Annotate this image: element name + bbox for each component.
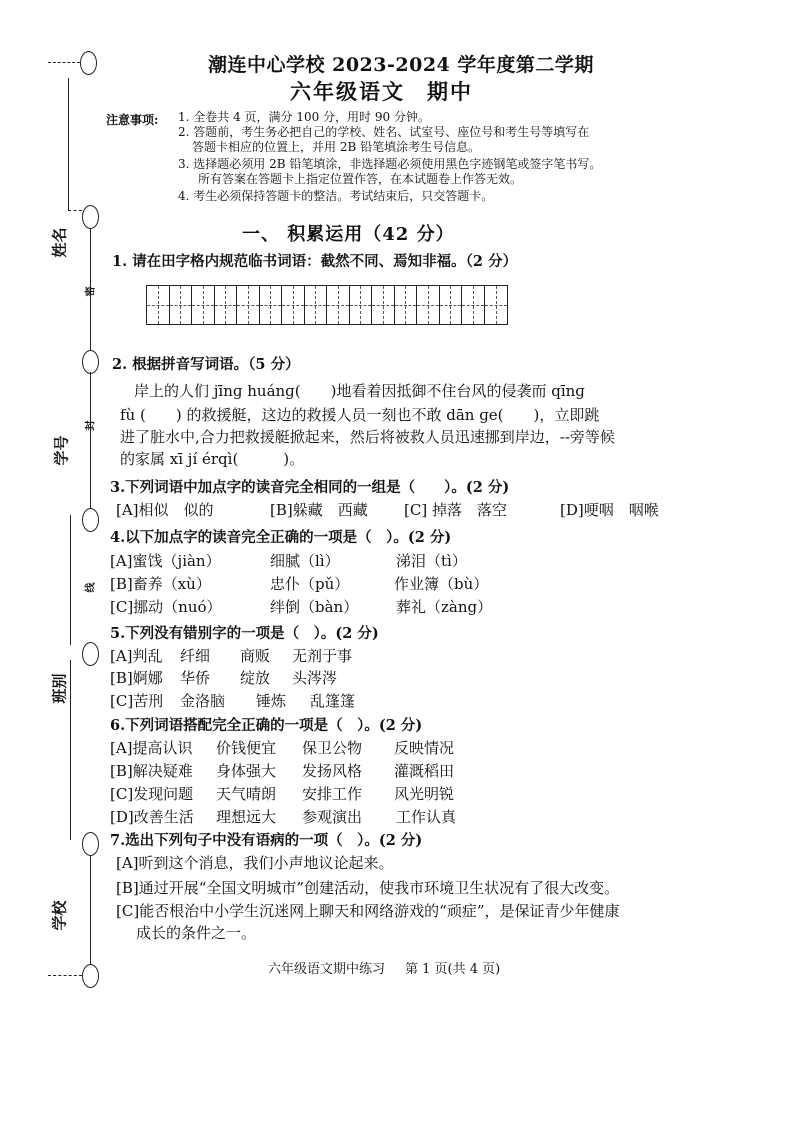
question-5-option: 乱篷篷 xyxy=(310,692,356,710)
notice-line: 1. 全卷共 4 页，满分 100 分，用时 90 分钟。 xyxy=(178,110,430,124)
binding-line xyxy=(90,855,91,965)
question-5-option: 绽放 xyxy=(240,669,271,687)
notice-line: 4. 考生必须保持答题卡的整洁。考试结束后，只交答题卡。 xyxy=(178,189,494,203)
question-4-prompt: 4.以下加点字的读音完全正确的一项是（ ）。(2 分) xyxy=(110,529,452,546)
grid-cell[interactable] xyxy=(327,286,350,324)
exam-title: 潮连中心学校 2023-2024 学年度第二学期 xyxy=(208,54,594,76)
binding-ring xyxy=(82,642,99,666)
binding-ring xyxy=(82,350,99,374)
question-6-option: [A]提高认识 xyxy=(110,739,193,757)
question-4-option: 作业簿（bù） xyxy=(394,575,489,593)
exam-type: 期中 xyxy=(427,79,473,104)
question-2-line: fù ( ) 的救援艇，这边的救援人员一刻也不敢 dān ɡe( )，立即跳 xyxy=(120,406,600,424)
question-4-option: [A]蜜饯（jiàn） xyxy=(110,552,221,570)
question-7-option-b: [B]通过开展“全国文明城市”创建活动，使我市环境卫生状况有了很大改变。 xyxy=(116,879,620,897)
question-6-option: 理想远大 xyxy=(216,808,277,826)
binding-ring xyxy=(80,51,97,75)
question-2-line: 岸上的人们 jīnɡ huánɡ( )地看着因抵御不住台风的侵袭而 qīnɡ xyxy=(134,382,585,400)
binding-dash-bottom xyxy=(48,975,82,976)
writing-grid[interactable] xyxy=(146,285,508,325)
grid-cell[interactable] xyxy=(417,286,440,324)
question-5-prompt: 5.下列没有错别字的一项是（ ）。(2 分) xyxy=(110,625,379,642)
exam-subtitle xyxy=(290,76,473,106)
question-2-prompt: 2. 根据拼音写词语。（5 分） xyxy=(112,356,300,373)
question-5-option: 头涔涔 xyxy=(292,669,338,687)
question-2-line: 进了脏水中,合力把救援艇掀起来，然后将被救人员迅速挪到岸边，--旁等候 xyxy=(120,428,615,446)
question-3-option-d: [D]哽咽 咽喉 xyxy=(560,501,659,519)
question-6-option: 发扬风格 xyxy=(302,762,363,780)
question-5-option: 商贩 xyxy=(240,647,271,665)
question-6-option: 价钱便宜 xyxy=(216,739,277,757)
notice-line: 答题卡相应的位置上，并用 2B 铅笔填涂考生号信息。 xyxy=(192,140,481,154)
question-7-option-a: [A]听到这个消息，我们小声地议论起来。 xyxy=(116,854,394,872)
notice-line: 2. 答题前，考生务必把自己的学校、姓名、试室号、座位号和考生号等填写在 xyxy=(178,125,590,139)
notice-line: 3. 选择题必须用 2B 铅笔填涂，非选择题必须使用黑色字迹钢笔或签字笔书写。 xyxy=(178,157,602,171)
question-5-option: [B]婀娜 xyxy=(110,669,163,687)
question-5-option: 金洛脑 xyxy=(180,692,226,710)
question-6-option: 天气晴朗 xyxy=(216,785,277,803)
binding-line xyxy=(70,515,71,645)
binding-line xyxy=(68,78,69,210)
question-4-option: 细腻（lì） xyxy=(270,552,340,570)
question-6-option: 反映情况 xyxy=(394,739,455,757)
question-1-prompt: 1. 请在田字格内规范临书词语：截然不同、焉知非福。（2 分） xyxy=(112,253,518,270)
question-5-option: [C]苦刑 xyxy=(110,692,164,710)
question-6-option: 身体强大 xyxy=(216,762,277,780)
binding-dash xyxy=(68,210,82,211)
binding-ring xyxy=(82,964,99,988)
binding-line xyxy=(70,660,71,840)
binding-dash-top xyxy=(48,62,80,63)
grid-cell[interactable] xyxy=(462,286,485,324)
question-4-option: [C]挪动（nuó） xyxy=(110,598,222,616)
grid-cell[interactable] xyxy=(305,286,328,324)
name-label: 姓名 xyxy=(50,227,69,258)
grid-cell[interactable] xyxy=(350,286,373,324)
grid-cell[interactable] xyxy=(440,286,463,324)
question-5-option: 锤炼 xyxy=(256,692,287,710)
grid-cell[interactable] xyxy=(282,286,305,324)
grid-cell[interactable] xyxy=(237,286,260,324)
page-footer xyxy=(268,958,500,977)
seal-mark: 封 xyxy=(85,420,97,431)
question-4-option: 绊倒（bàn） xyxy=(270,598,359,616)
notice-line: 所有答案在答题卡上指定位置作答，在本试题卷上作答无效。 xyxy=(198,172,523,186)
grade-subject: 六年级语文 xyxy=(290,79,405,104)
section-title: 一、 积累运用（42 分） xyxy=(242,224,455,245)
question-7-option-c: [C]能否根治中小学生沉迷网上聊天和网络游戏的“顽症”，是保证青少年健康 xyxy=(116,902,620,920)
question-6-option: 保卫公物 xyxy=(302,739,363,757)
question-3-prompt: 3.下列词语中加点字的读音完全相同的一组是（ ）。(2 分) xyxy=(110,479,510,496)
question-5-option: [A]判乱 xyxy=(110,647,163,665)
question-6-option: [B]解决疑难 xyxy=(110,762,193,780)
question-6-prompt: 6.下列词语搭配完全正确的一项是（ ）。(2 分) xyxy=(110,717,423,734)
notice-label: 注意事项: xyxy=(106,113,159,127)
school-label: 学校 xyxy=(50,900,69,931)
question-3-option-b: [B]躲藏 西藏 xyxy=(270,501,368,519)
question-6-option: 参观演出 xyxy=(302,808,363,826)
grid-cell[interactable] xyxy=(395,286,418,324)
footer-page-number: 第 1 页(共 4 页) xyxy=(405,962,501,977)
question-6-option: [C]发现问题 xyxy=(110,785,194,803)
grid-cell[interactable] xyxy=(372,286,395,324)
binding-ring xyxy=(82,508,99,532)
question-4-option: 涕泪（tì） xyxy=(396,552,467,570)
question-6-option: [D]改善生活 xyxy=(110,808,194,826)
footer-course: 六年级语文期中练习 xyxy=(268,962,386,977)
grid-cell[interactable] xyxy=(485,286,508,324)
question-6-option: 灌溉稻田 xyxy=(394,762,455,780)
seal-mark: 密 xyxy=(85,286,97,297)
question-5-option: 纤细 xyxy=(180,647,211,665)
question-4-option: 忠仆（pǔ） xyxy=(270,575,350,593)
question-5-option: 华侨 xyxy=(180,669,211,687)
binding-line xyxy=(90,372,91,512)
grid-cell[interactable] xyxy=(147,286,170,324)
grid-cell[interactable] xyxy=(215,286,238,324)
grid-cell[interactable] xyxy=(192,286,215,324)
grid-cell[interactable] xyxy=(170,286,193,324)
question-4-option: 葬礼（zàng） xyxy=(396,598,493,616)
question-2-line: 的家属 xī jí érqì( )。 xyxy=(120,450,305,468)
binding-ring xyxy=(82,832,99,856)
question-3-option-c: [C] 掉落 落空 xyxy=(404,501,507,519)
question-7-prompt: 7.选出下列句子中没有语病的一项（ ）。(2 分) xyxy=(110,832,423,849)
student-id-label: 学号 xyxy=(52,435,71,466)
question-4-option: [B]畜养（xù） xyxy=(110,575,211,593)
seal-mark: 线 xyxy=(85,582,97,593)
question-5-option: 无剂于事 xyxy=(292,647,353,665)
question-3-option-a: [A]相似 似的 xyxy=(116,501,214,519)
question-6-option: 安排工作 xyxy=(302,785,363,803)
grid-cell[interactable] xyxy=(260,286,283,324)
question-6-option: 风光明锐 xyxy=(394,785,455,803)
question-7-option-c-cont: 成长的条件之一。 xyxy=(136,924,257,942)
class-label: 班别 xyxy=(50,673,69,704)
question-6-option: 工作认真 xyxy=(396,808,457,826)
binding-ring xyxy=(82,205,99,229)
